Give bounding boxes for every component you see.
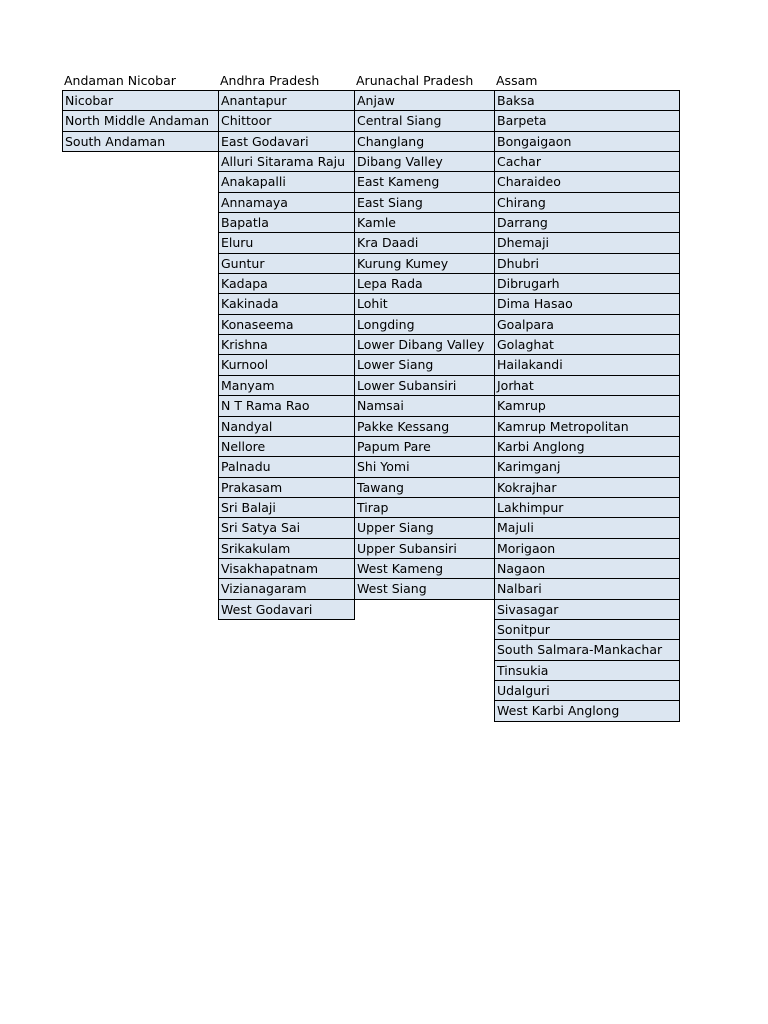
table-cell[interactable]: Alluri Sitarama Raju	[219, 152, 355, 172]
table-cell[interactable]: Longding	[355, 315, 495, 335]
table-cell[interactable]: Vizianagaram	[219, 579, 355, 599]
table-cell[interactable]: Changlang	[355, 132, 495, 152]
table-cell[interactable]: Guntur	[219, 254, 355, 274]
table-cell[interactable]: Goalpara	[495, 315, 680, 335]
table-cell[interactable]: Nagaon	[495, 559, 680, 579]
table-cell[interactable]: Central Siang	[355, 111, 495, 131]
table-cell[interactable]: Anakapalli	[219, 172, 355, 192]
table-cell[interactable]: Namsai	[355, 396, 495, 416]
table-cell[interactable]: Dibrugarh	[495, 274, 680, 294]
table-cell[interactable]: Annamaya	[219, 193, 355, 213]
table-cell[interactable]: Lakhimpur	[495, 498, 680, 518]
cell-list	[494, 90, 680, 722]
table-cell[interactable]: Papum Pare	[355, 437, 495, 457]
table-cell[interactable]: Chittoor	[219, 111, 355, 131]
cell-list	[218, 90, 355, 620]
table-cell[interactable]: East Godavari	[219, 132, 355, 152]
table-cell[interactable]: Baksa	[495, 90, 680, 111]
table-cell[interactable]: Pakke Kessang	[355, 417, 495, 437]
table-cell[interactable]: Bongaigaon	[495, 132, 680, 152]
table-cell[interactable]: Udalguri	[495, 681, 680, 701]
column-header: Arunachal Pradesh	[356, 73, 474, 88]
table-cell[interactable]: Sonitpur	[495, 620, 680, 640]
column-header: Andhra Pradesh	[220, 73, 320, 88]
table-cell[interactable]: Lower Siang	[355, 355, 495, 375]
table-cell[interactable]: Lower Subansiri	[355, 376, 495, 396]
table-cell[interactable]: Kamrup	[495, 396, 680, 416]
table-cell[interactable]: South Salmara-Mankachar	[495, 640, 680, 660]
table-cell[interactable]: Nellore	[219, 437, 355, 457]
table-cell[interactable]: Karbi Anglong	[495, 437, 680, 457]
table-cell[interactable]: Sri Satya Sai	[219, 518, 355, 538]
table-cell[interactable]: Bapatla	[219, 213, 355, 233]
table-cell[interactable]: Golaghat	[495, 335, 680, 355]
table-cell[interactable]: Majuli	[495, 518, 680, 538]
table-cell[interactable]: Barpeta	[495, 111, 680, 131]
cell-list	[354, 90, 495, 600]
table-cell[interactable]: Karimganj	[495, 457, 680, 477]
table-cell[interactable]: Kokrajhar	[495, 478, 680, 498]
table-cell[interactable]: Manyam	[219, 376, 355, 396]
table-cell[interactable]: Prakasam	[219, 478, 355, 498]
table-cell[interactable]: Lepa Rada	[355, 274, 495, 294]
table-cell[interactable]: Kamle	[355, 213, 495, 233]
table-cell[interactable]: Dima Hasao	[495, 294, 680, 314]
table-cell[interactable]: Kurnool	[219, 355, 355, 375]
table-cell[interactable]: Upper Siang	[355, 518, 495, 538]
table-cell[interactable]: Sivasagar	[495, 600, 680, 620]
table-cell[interactable]: Tawang	[355, 478, 495, 498]
table-cell[interactable]: West Karbi Anglong	[495, 701, 680, 721]
table-cell[interactable]: Dhemaji	[495, 233, 680, 253]
table-cell[interactable]: Srikakulam	[219, 539, 355, 559]
table-cell[interactable]: Lower Dibang Valley	[355, 335, 495, 355]
table-cell[interactable]: Konaseema	[219, 315, 355, 335]
table-cell[interactable]: Dibang Valley	[355, 152, 495, 172]
table-cell[interactable]: Krishna	[219, 335, 355, 355]
table-cell[interactable]: Kamrup Metropolitan	[495, 417, 680, 437]
table-cell[interactable]: Jorhat	[495, 376, 680, 396]
table-cell[interactable]: Chirang	[495, 193, 680, 213]
table-cell[interactable]: Darrang	[495, 213, 680, 233]
table-cell[interactable]: Upper Subansiri	[355, 539, 495, 559]
table-cell[interactable]: Kurung Kumey	[355, 254, 495, 274]
table-cell[interactable]: Cachar	[495, 152, 680, 172]
table-cell[interactable]: Tirap	[355, 498, 495, 518]
table-cell[interactable]: West Kameng	[355, 559, 495, 579]
table-cell[interactable]: Nalbari	[495, 579, 680, 599]
table-cell[interactable]: Sri Balaji	[219, 498, 355, 518]
table-cell[interactable]: Anantapur	[219, 90, 355, 111]
table-cell[interactable]: East Siang	[355, 193, 495, 213]
table-cell[interactable]: Charaideo	[495, 172, 680, 192]
table-cell[interactable]: Eluru	[219, 233, 355, 253]
table-cell[interactable]: South Andaman	[63, 132, 219, 152]
table-cell[interactable]: Dhubri	[495, 254, 680, 274]
table-cell[interactable]: Tinsukia	[495, 661, 680, 681]
table-cell[interactable]: Kakinada	[219, 294, 355, 314]
table-cell[interactable]: West Godavari	[219, 600, 355, 620]
table-cell[interactable]: Kra Daadi	[355, 233, 495, 253]
table-cell[interactable]: Visakhapatnam	[219, 559, 355, 579]
table-cell[interactable]: Palnadu	[219, 457, 355, 477]
cell-list	[62, 90, 219, 152]
table-cell[interactable]: Nicobar	[63, 90, 219, 111]
column-arunachal-pradesh	[354, 71, 495, 600]
table-cell[interactable]: West Siang	[355, 579, 495, 599]
table-cell[interactable]: East Kameng	[355, 172, 495, 192]
table-cell[interactable]: Shi Yomi	[355, 457, 495, 477]
table-cell[interactable]: N T Rama Rao	[219, 396, 355, 416]
table-cell[interactable]: Morigaon	[495, 539, 680, 559]
table-cell[interactable]: Anjaw	[355, 90, 495, 111]
table-cell[interactable]: North Middle Andaman	[63, 111, 219, 131]
table-cell[interactable]: Kadapa	[219, 274, 355, 294]
column-andaman-nicobar	[62, 71, 219, 152]
column-assam	[494, 71, 680, 722]
table-cell[interactable]: Nandyal	[219, 417, 355, 437]
column-header: Assam	[496, 73, 538, 88]
table-cell[interactable]: Hailakandi	[495, 355, 680, 375]
table-cell[interactable]: Lohit	[355, 294, 495, 314]
column-header: Andaman Nicobar	[64, 73, 176, 88]
column-andhra-pradesh	[218, 71, 355, 620]
